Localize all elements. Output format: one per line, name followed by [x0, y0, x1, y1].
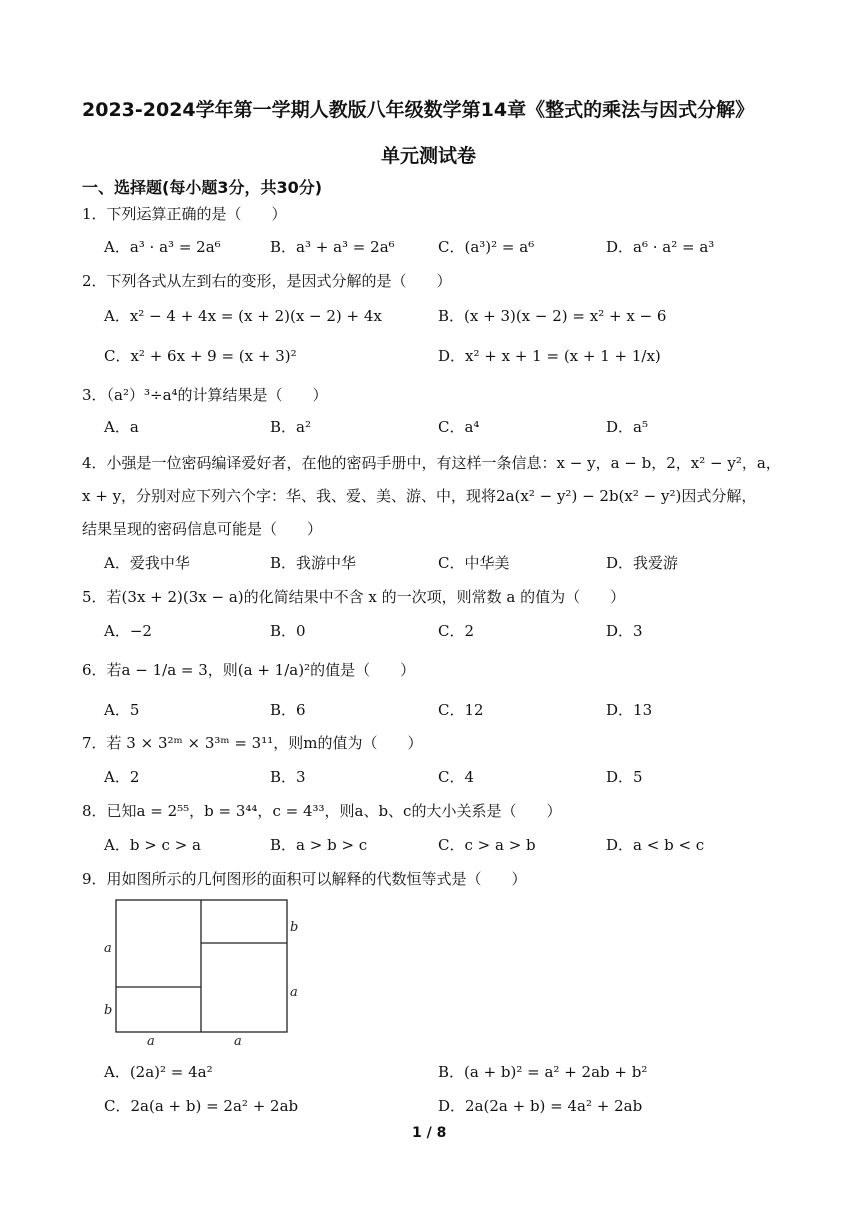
- question-2-option-a: A．x² − 4 + 4x = (x + 2)(x − 2) + 4x: [104, 307, 382, 325]
- question-3-option-a: A．a: [104, 418, 139, 436]
- label-bottom-a-1: a: [147, 1034, 155, 1048]
- question-4-line-3: 结果呈现的密码信息可能是（ ）: [82, 520, 323, 538]
- question-6-option-c: C．12: [438, 701, 484, 719]
- question-6-option-b: B．6: [270, 701, 306, 719]
- question-6-stem: 6．若a − 1/a = 3，则(a + 1/a)²的值是（ ）: [82, 661, 416, 679]
- question-4-line-2: x + y，分别对应下列六个字：华、我、爱、美、游、中，现将2a(x² − y²) − 2b(x² − y²)因式分解，: [82, 487, 757, 505]
- question-3-option-b: B．a²: [270, 418, 311, 436]
- label-bottom-a-2: a: [234, 1034, 242, 1048]
- question-9-option-d: D．2a(2a + b) = 4a² + 2ab: [438, 1097, 643, 1115]
- question-3-option-d: D．a⁵: [606, 418, 648, 436]
- question-2-option-b: B．(x + 3)(x − 2) = x² + x − 6: [438, 307, 667, 325]
- question-8-option-b: B．a > b > c: [270, 836, 368, 854]
- question-9-option-c: C．2a(a + b) = 2a² + 2ab: [104, 1097, 299, 1115]
- question-6-option-d: D．13: [606, 701, 653, 719]
- question-5-option-a: A．−2: [104, 622, 152, 640]
- question-3-option-c: C．a⁴: [438, 418, 480, 436]
- label-right-b: b: [290, 920, 299, 935]
- question-8-option-c: C．c > a > b: [438, 836, 536, 854]
- question-2-stem: 2．下列各式从左到右的变形，是因式分解的是（ ）: [82, 272, 452, 290]
- question-5-option-c: C．2: [438, 622, 475, 640]
- question-9-stem: 9．用如图所示的几何图形的面积可以解释的代数恒等式是（ ）: [82, 870, 527, 888]
- question-4-option-a: A．爱我中华: [104, 554, 190, 572]
- question-4-option-c: C．中华美: [438, 554, 510, 572]
- question-7-option-b: B．3: [270, 768, 306, 786]
- question-7-option-a: A．2: [104, 768, 140, 786]
- question-7-option-c: C．4: [438, 768, 475, 786]
- question-1-option-c: C．(a³)² = a⁶: [438, 238, 535, 256]
- question-7-stem: 7．若 3 × 3²ᵐ × 3³ᵐ = 3¹¹，则m的值为（ ）: [82, 734, 423, 752]
- question-1-option-d: D．a⁶ · a² = a³: [606, 238, 715, 256]
- question-4-option-b: B．我游中华: [270, 554, 357, 572]
- question-8-option-a: A．b > c > a: [104, 836, 201, 854]
- question-7-option-d: D．5: [606, 768, 643, 786]
- question-8-stem: 8．已知a = 2⁵⁵，b = 3⁴⁴，c = 4³³，则a、b、c的大小关系是（ ）: [82, 802, 562, 820]
- question-4-option-d: D．我爱游: [606, 554, 679, 572]
- question-4-line-1: 4．小强是一位密码编译爱好者，在他的密码手册中，有这样一条信息：x − y，a − b，2，x² − y²，a，: [82, 454, 781, 472]
- question-2-option-d: D．x² + x + 1 = (x + 1 + 1/x): [438, 347, 661, 365]
- question-5-option-b: B．0: [270, 622, 306, 640]
- question-9-option-b: B．(a + b)² = a² + 2ab + b²: [438, 1063, 648, 1081]
- question-9-option-a: A．(2a)² = 4a²: [104, 1063, 213, 1081]
- question-6-option-a: A．5: [104, 701, 140, 719]
- question-5-stem: 5．若(3x + 2)(3x − a)的化简结果中不含 x 的一次项，则常数 a 的值为（ ）: [82, 588, 626, 606]
- title-line-1: 2023-2024学年第一学期人教版八年级数学第14章《整式的乘法与因式分解》: [82, 99, 755, 121]
- label-right-a: a: [290, 985, 298, 1000]
- label-left-a: a: [104, 941, 112, 956]
- question-1-option-a: A．a³ · a³ = 2a⁶: [104, 238, 221, 256]
- question-2-option-c: C．x² + 6x + 9 = (x + 3)²: [104, 347, 297, 365]
- question-1-option-b: B．a³ + a³ = 2a⁶: [270, 238, 395, 256]
- title-line-2: 单元测试卷: [381, 145, 477, 167]
- label-left-b: b: [104, 1003, 113, 1018]
- question-8-option-d: D．a < b < c: [606, 836, 705, 854]
- question-3-stem: 3．（a²）³÷a⁴的计算结果是（ ）: [82, 386, 328, 404]
- question-5-option-d: D．3: [606, 622, 643, 640]
- section-heading: 一、选择题(每小题3分，共30分): [82, 178, 323, 197]
- area-diagram: [97, 896, 307, 1048]
- question-1-stem: 1．下列运算正确的是（ ）: [82, 205, 287, 223]
- page-number: 1 / 8: [412, 1125, 447, 1141]
